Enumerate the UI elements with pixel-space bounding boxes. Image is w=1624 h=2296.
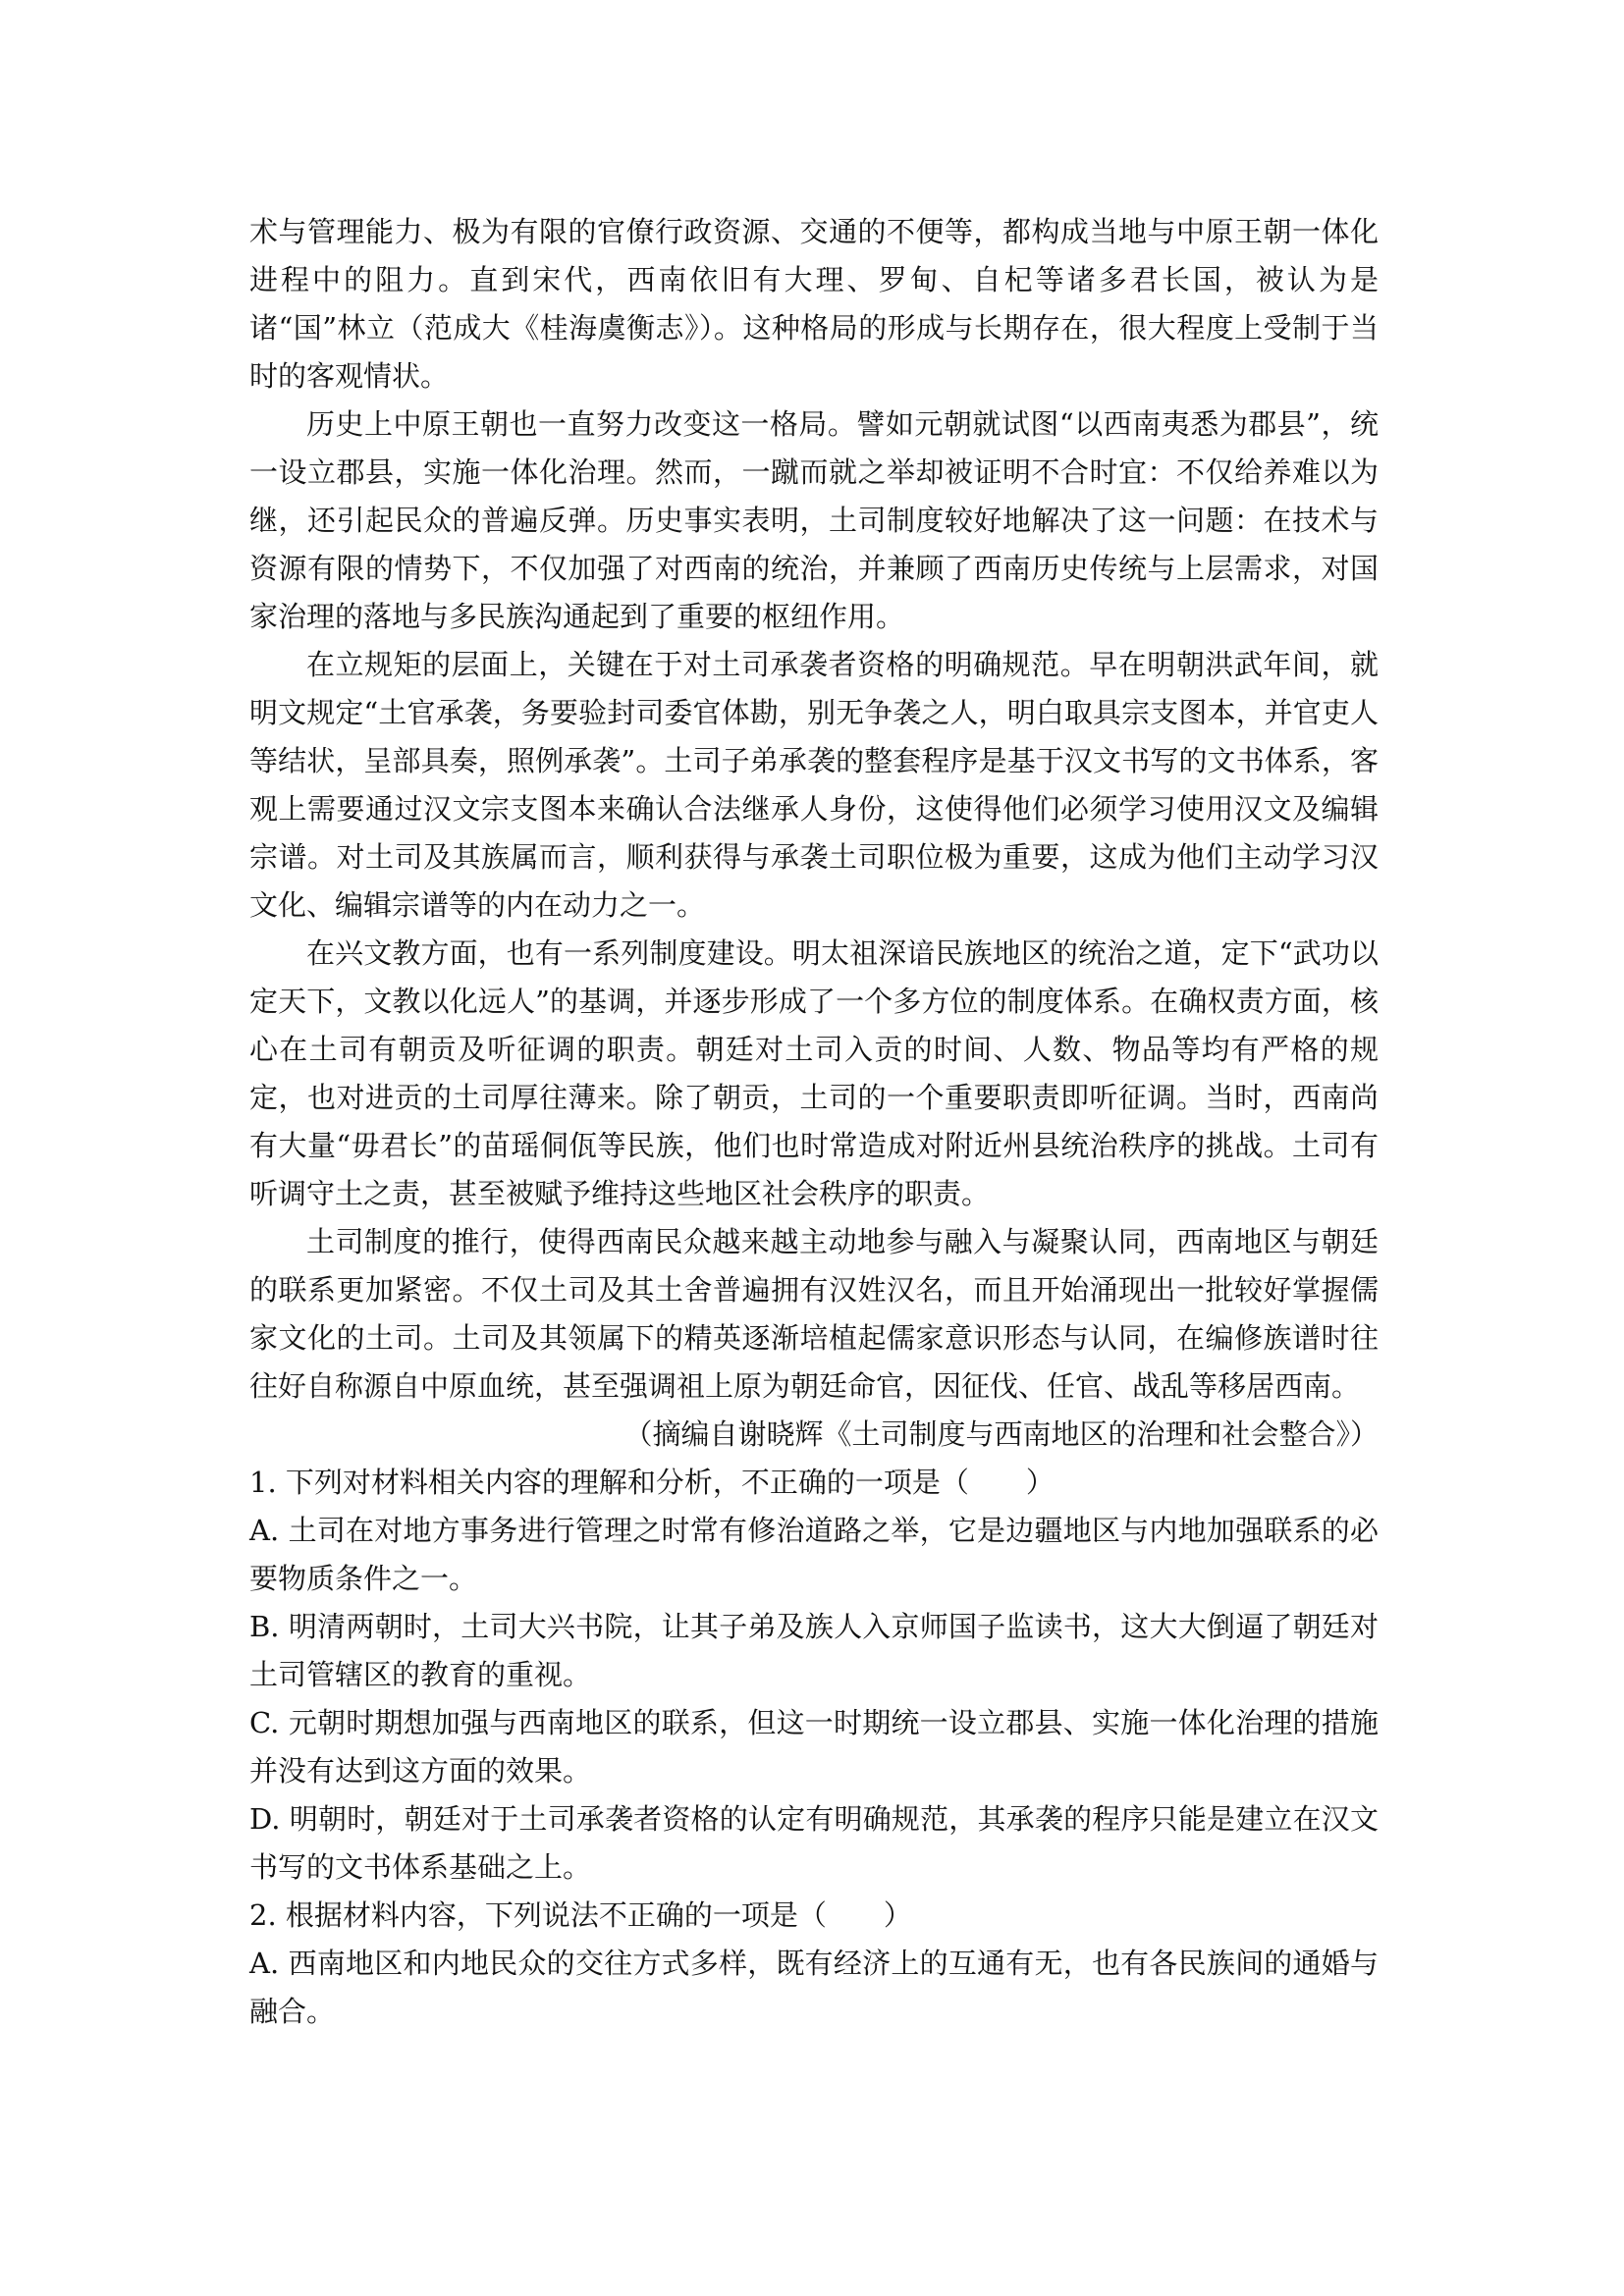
passage-paragraph-5: 土司制度的推行，使得西南民众越来越主动地参与融入与凝聚认同，西南地区与朝廷的联系更加紧密。不仅土司及其土舍普遍拥有汉姓汉名，而且开始涌现出一批较好掌握儒家文化的土司。土司及其领属下的精英逐渐培植起儒家意识形态与认同，在编修族谱时往往好自称源自中原血统，甚至强调祖上原为朝廷命官，因征伐、任官、战乱等移居西南。 <box>249 1225 1379 1403</box>
passage-paragraph-2: 历史上中原王朝也一直努力改变这一格局。譬如元朝就试图“以西南夷悉为郡县”，统一设立郡县，实施一体化治理。然而，一蹴而就之举却被证明不合时宜：不仅给养难以为继，还引起民众的普遍反弹。历史事实表明，土司制度较好地解决了这一问题：在技术与资源有限的情势下，不仅加强了对西南的统治，并兼顾了西南历史传统与上层需求，对国家治理的落地与多民族沟通起到了重要的枢纽作用。 <box>249 407 1379 633</box>
question-1-option-a: A. 土司在对地方事务进行管理之时常有修治道路之举，它是边疆地区与内地加强联系的必要物质条件之一。 <box>249 1514 1379 1595</box>
question-1-option-b: B. 明清两朝时，土司大兴书院，让其子弟及族人入京师国子监读书，这大大倒逼了朝廷对土司管辖区的教育的重视。 <box>249 1610 1379 1691</box>
passage-source: （摘编自谢晓辉《土司制度与西南地区的治理和社会整合》） <box>623 1417 1379 1451</box>
question-2-option-a: A. 西南地区和内地民众的交往方式多样，既有经济上的互通有无，也有各民族间的通婚与融合。 <box>249 1947 1379 2028</box>
passage-paragraph-4: 在兴文教方面，也有一系列制度建设。明太祖深谙民族地区的统治之道，定下“武功以定天下，文教以化远人”的基调，并逐步形成了一个多方位的制度体系。在确权责方面，核心在土司有朝贡及听征调的职责。朝廷对土司入贡的时间、人数、物品等均有严格的规定，也对进贡的土司厚往薄来。除了朝贡，土司的一个重要职责即听征调。当时，西南尚有大量“毋君长”的苗瑶侗佤等民族，他们也时常造成对附近州县统治秩序的挑战。土司有听调守土之责，甚至被赋予维持这些地区社会秩序的职责。 <box>249 936 1379 1210</box>
question-1-option-d: D. 明朝时，朝廷对于土司承袭者资格的认定有明确规范，其承袭的程序只能是建立在汉文书写的文书体系基础之上。 <box>249 1802 1379 1884</box>
question-2 <box>249 1892 1379 2036</box>
passage-paragraph-3: 在立规矩的层面上，关键在于对土司承袭者资格的明确规范。早在明朝洪武年间，就明文规定“土官承袭，务要验封司委官体勘，别无争袭之人，明白取具宗支图本，并官吏人等结状，呈部具奏，照例承袭”。土司子弟承袭的整套程序是基于汉文书写的文书体系，客观上需要通过汉文宗支图本来确认合法继承人身份，这使得他们必须学习使用汉文及编辑宗谱。对土司及其族属而言，顺利获得与承袭土司职位极为重要，这成为他们主动学习汉文化、编辑宗谱等的内在动力之一。 <box>249 648 1379 922</box>
question-1 <box>249 1459 1379 1892</box>
passage-paragraph-1: 术与管理能力、极为有限的官僚行政资源、交通的不便等，都构成当地与中原王朝一体化进程中的阻力。直到宋代，西南依旧有大理、罗甸、自杞等诸多君长国，被认为是诸“国”林立（范成大《桂海虞衡志》）。这种格局的形成与长期存在，很大程度上受制于当时的客观情状。 <box>249 215 1379 393</box>
question-1-title: 1. 下列对材料相关内容的理解和分析，不正确的一项是（ ） <box>249 1466 1055 1499</box>
question-1-option-c: C. 元朝时期想加强与西南地区的联系，但这一时期统一设立郡县、实施一体化治理的措施并没有达到这方面的效果。 <box>249 1706 1379 1788</box>
exam-page <box>249 208 1379 2036</box>
question-2-title: 2. 根据材料内容，下列说法不正确的一项是（ ） <box>249 1898 912 1932</box>
